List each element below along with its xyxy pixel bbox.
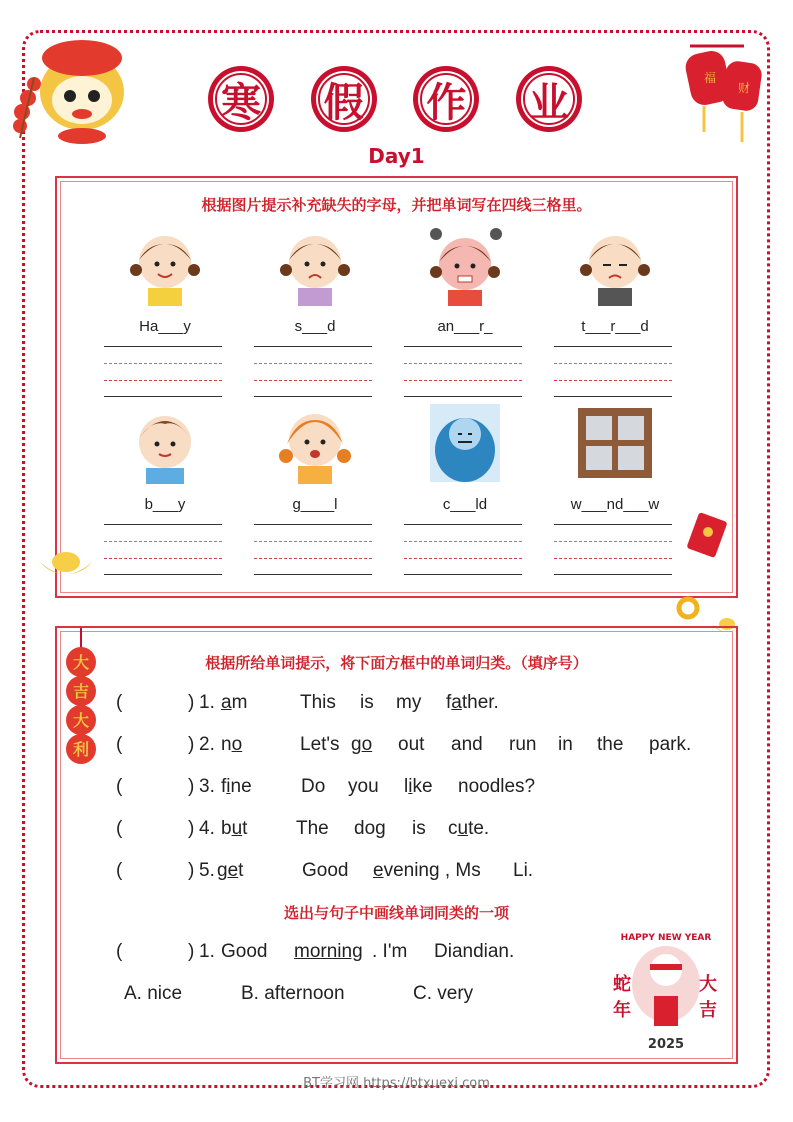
underlined-letter: a: [451, 692, 462, 713]
classify-question-row: [116, 860, 716, 886]
word-hint: an___r_: [437, 318, 493, 335]
question-number: 2.: [199, 734, 215, 755]
lantern-char: 吉: [72, 682, 90, 701]
cold-person-icon: [422, 400, 508, 486]
badge-char: 吉: [699, 1000, 717, 1021]
word-hint: b___y: [144, 496, 186, 513]
word: is: [412, 818, 426, 839]
happy-new-year-badge: [606, 920, 726, 1056]
four-line-grid[interactable]: [254, 524, 372, 578]
happy-girl-icon: [122, 222, 208, 308]
word: dog: [354, 818, 386, 839]
word: Good: [302, 860, 349, 881]
word-hint: g____l: [292, 496, 338, 513]
lantern-cai-text: 财: [738, 81, 751, 95]
word-part: ne: [230, 776, 252, 797]
option-a: A. nice: [124, 983, 183, 1004]
badge-top-text: HAPPY NEW YEAR: [620, 933, 712, 943]
section1-instruction: 根据图片提示补充缺失的字母，并把单词写在四线三格里。: [201, 196, 592, 214]
word-part: te.: [468, 818, 490, 839]
underlined-letter: u: [231, 818, 243, 839]
section2-sub-instruction: 选出与句子中画线单词同类的一项: [283, 904, 509, 922]
word: and: [451, 734, 483, 755]
lantern-char: 利: [72, 740, 90, 759]
four-line-grid[interactable]: [404, 524, 522, 578]
word-part: n: [221, 734, 232, 755]
window-icon: [572, 400, 658, 486]
paren-open: (: [116, 941, 123, 962]
word: Diandian.: [434, 941, 515, 962]
footer-watermark: BT学习网 https://btxuexi.com: [303, 1076, 490, 1091]
paren-open: (: [116, 776, 123, 797]
underlined-letter: u: [457, 818, 469, 839]
word: run: [509, 734, 537, 755]
badge-char: 大: [699, 974, 717, 995]
question-number: 1.: [199, 941, 215, 962]
paren-open: (: [116, 860, 123, 881]
lanterns-icon: [680, 42, 770, 152]
underlined-letter: e: [227, 860, 239, 881]
angry-girl-icon: [422, 222, 508, 308]
four-line-grid[interactable]: [254, 346, 372, 400]
word-hint: t___r___d: [581, 318, 649, 335]
lantern-fu-text: 福: [704, 71, 717, 85]
underlined-letter: o: [361, 734, 373, 755]
word-hint: c___ld: [442, 496, 488, 513]
word-hint: s___d: [294, 318, 336, 335]
paren-close: ): [188, 776, 195, 797]
word: This: [300, 692, 336, 713]
word-with-underlined-letter: [221, 692, 247, 714]
classify-question-row: [116, 692, 716, 718]
four-line-grid[interactable]: [104, 524, 222, 578]
badge-char: 年: [613, 1000, 631, 1021]
paren-close: ): [188, 692, 195, 713]
word-with-underlined-letter: [446, 692, 499, 714]
word: . I'm: [372, 941, 408, 962]
word: noodles?: [458, 776, 536, 797]
question-number: 5.: [199, 860, 215, 881]
word-part: ke: [412, 776, 433, 797]
title-char: 业: [508, 64, 590, 134]
classify-question-row: [116, 818, 716, 844]
word: is: [360, 692, 374, 713]
section2-instruction: 根据所给单词提示，将下面方框中的单词归类。（填序号）: [205, 654, 588, 672]
word-hint: w___nd___w: [570, 496, 660, 513]
word-part: t: [238, 860, 244, 881]
title-char: 作: [405, 64, 487, 134]
classify-question-row: [116, 776, 716, 802]
option-b: B. afternoon: [241, 983, 345, 1004]
underlined-letter: e: [373, 860, 384, 881]
paren-open: (: [116, 692, 123, 713]
lantern-char: 大: [72, 711, 90, 730]
four-line-grid[interactable]: [554, 524, 672, 578]
word-part: c: [448, 818, 458, 839]
page-title: [200, 64, 590, 134]
word-with-underlined-letter: [351, 734, 372, 756]
four-line-grid[interactable]: [404, 346, 522, 400]
lucky-lantern-icon: [62, 628, 100, 768]
option-c: C. very: [413, 983, 474, 1004]
word: park.: [649, 734, 692, 755]
word-with-underlined-letter: [448, 818, 489, 840]
question-number: 3.: [199, 776, 215, 797]
word-part: f: [221, 776, 227, 797]
word-part: t: [242, 818, 248, 839]
paren-close: ): [188, 818, 195, 839]
word-part: g: [217, 860, 228, 881]
question-number: 4.: [199, 818, 215, 839]
word: Good: [221, 941, 268, 962]
lion-dance-icon: [8, 28, 132, 146]
underlined-letter: i: [408, 776, 413, 797]
word-part: vening , Ms: [383, 860, 481, 881]
word: out: [398, 734, 425, 755]
word: The: [296, 818, 329, 839]
badge-year: 2025: [647, 1037, 685, 1052]
lantern-char: 大: [72, 653, 90, 672]
word-part: b: [221, 818, 232, 839]
paren-open: (: [116, 818, 123, 839]
word-hint: Ha___y: [139, 318, 191, 335]
word-part: m: [231, 692, 248, 713]
classify-question-row: [116, 734, 716, 760]
four-line-grid[interactable]: [104, 346, 222, 400]
choice-options: [124, 983, 524, 1009]
word: my: [396, 692, 422, 713]
word-with-underlined-letter: [221, 818, 247, 840]
red-envelope-icon: [686, 512, 730, 558]
paren-close: ): [188, 941, 195, 962]
word: Do: [301, 776, 326, 797]
word: Li.: [513, 860, 534, 881]
word-part: g: [351, 734, 362, 755]
underlined-word: morning: [294, 941, 363, 962]
word-with-underlined-letter: [217, 860, 243, 882]
title-char: 寒: [200, 64, 282, 134]
paren-close: ): [188, 734, 195, 755]
word-part: l: [404, 776, 409, 797]
paren-close: ): [188, 860, 195, 881]
gold-ingot-icon: [38, 544, 94, 584]
girl-icon: [272, 400, 358, 486]
badge-char: 蛇: [613, 974, 631, 995]
word: the: [597, 734, 624, 755]
four-line-grid[interactable]: [554, 346, 672, 400]
word: Let's: [300, 734, 340, 755]
tired-girl-icon: [572, 222, 658, 308]
word-with-underlined-letter: [404, 776, 433, 798]
paren-open: (: [116, 734, 123, 755]
underlined-letter: o: [231, 734, 243, 755]
underlined-letter: i: [226, 776, 231, 797]
choice-question: [116, 941, 576, 967]
word-with-underlined-letter: [373, 860, 481, 882]
word: in: [558, 734, 573, 755]
sad-girl-icon: [272, 222, 358, 308]
underlined-letter: a: [221, 692, 232, 713]
word-part: ther.: [461, 692, 499, 713]
day-label: Day1: [368, 144, 425, 168]
word: you: [348, 776, 379, 797]
word-with-underlined-letter: [221, 734, 242, 756]
word-with-underlined-letter: [221, 776, 252, 798]
word-part: f: [446, 692, 452, 713]
title-char: 假: [303, 64, 385, 134]
question-number: 1.: [199, 692, 215, 713]
boy-icon: [122, 400, 208, 486]
